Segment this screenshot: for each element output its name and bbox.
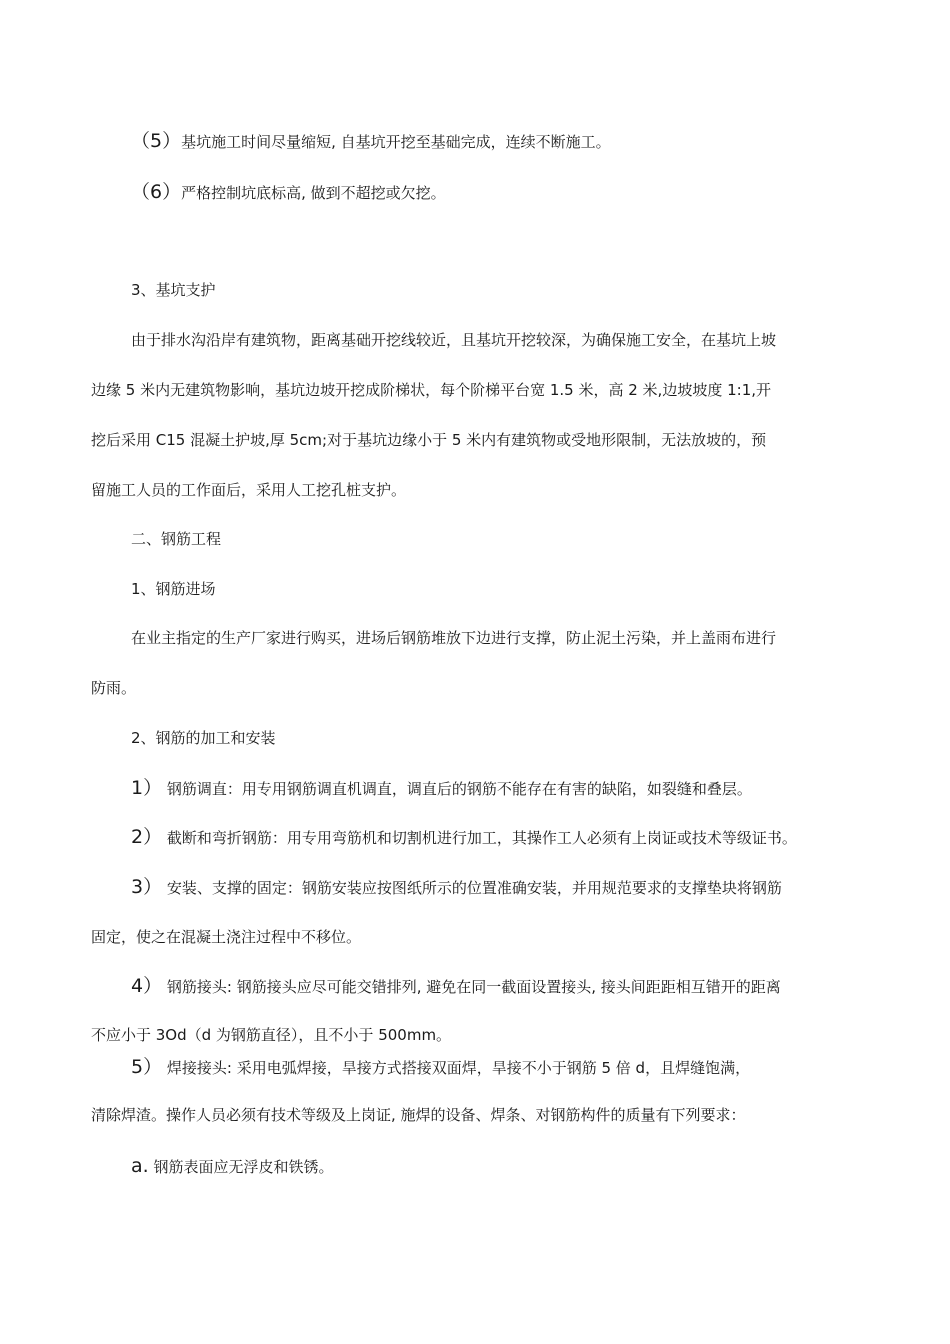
paragraph-line [131,181,446,203]
line-text: 钢筋调直：用专用钢筋调直机调直，调直后的钢筋不能存在有害的缺陷，如裂缝和叠层。 [166,780,752,798]
line-text: 截断和弯折钢筋：用专用弯筋机和切割机进行加工，其操作工人必须有上岗证或技术等级证书。 [166,829,797,847]
section-heading: 3、基坑支护 [131,281,216,299]
line-text: 钢筋表面应无浮皮和铁锈。 [153,1158,334,1176]
list-item [131,975,781,997]
paragraph-line: 固定，使之在混凝土浇注过程中不移位。 [91,928,362,946]
list-marker: a. [131,1155,149,1177]
section-heading: 1、钢筋进场 [131,580,216,598]
paragraph-line: 留施工人员的工作面后，采用人工挖孔桩支护。 [91,481,407,499]
list-marker: 3） [131,876,163,898]
line-text: 基坑施工时间尽量缩短, 自基坑开挖至基础完成，连续不断施工。 [181,133,611,151]
paragraph-line: 清除焊渣。操作人员必须有技术等级及上岗证, 施焊的设备、焊条、对钢筋构件的质量有下列要求： [91,1106,746,1124]
line-text: 安装、支撑的固定：钢筋安装应按图纸所示的位置准确安装，并用规范要求的支撑垫块将钢筋 [166,879,782,897]
paragraph-line: 不应小于 3Od（d 为钢筋直径），且不小于 500mm。 [91,1026,452,1044]
list-marker: 4） [131,975,163,997]
paragraph-line: 边缘 5 米内无建筑物影响，基坑边坡开挖成阶梯状，每个阶梯平台宽 1.5 米，高 2 米,边坡坡度 1:1,开 [91,381,771,399]
list-item [131,826,797,848]
line-text: 严格控制坑底标高, 做到不超挖或欠挖。 [181,184,446,202]
list-marker: 1） [131,777,163,799]
paragraph-line: 防雨。 [91,679,137,697]
paragraph-line: 挖后采用 C15 混凝土护坡,厚 5cm;对于基坑边缘小于 5 米内有建筑物或受地形限制，无法放坡的，预 [91,431,767,449]
list-marker: （5） [131,130,182,152]
line-text: 钢筋接头: 钢筋接头应尽可能交错排列, 避免在同一截面设置接头, 接头间距距相互错开的距离 [166,978,781,996]
list-marker: （6） [131,181,182,203]
chapter-heading: 二、钢筋工程 [131,530,222,548]
paragraph-line: 由于排水沟沿岸有建筑物，距离基础开挖线较近，且基坑开挖较深，为确保施工安全，在基坑上坡 [131,331,777,349]
paragraph-line [131,130,611,152]
line-text: 焊接接头: 采用电弧焊接，旱接方式搭接双面焊，旱接不小于钢筋 5 倍 d，且焊缝饱满， [166,1059,751,1077]
list-item [131,876,782,898]
list-item [131,1056,750,1078]
section-heading: 2、钢筋的加工和安装 [131,729,276,747]
list-item [131,777,752,799]
list-marker: 5） [131,1056,163,1078]
list-item [131,1155,333,1177]
paragraph-line: 在业主指定的生产厂家进行购买，进场后钢筋堆放下边进行支撑，防止泥土污染，并上盖雨布进行 [131,629,777,647]
list-marker: 2） [131,826,163,848]
